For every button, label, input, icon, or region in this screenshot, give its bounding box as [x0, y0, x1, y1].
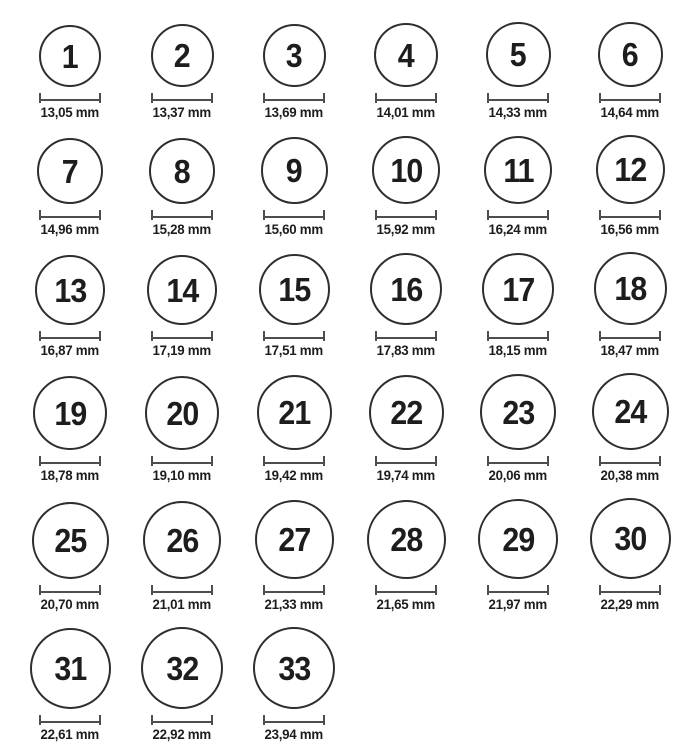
measure-bar: [601, 99, 659, 101]
diameter-label: 14,96 mm: [40, 221, 100, 237]
diameter-label: 22,61 mm: [40, 726, 100, 742]
diameter-measure-line: [487, 331, 549, 341]
diameter-measure-line: [599, 585, 661, 595]
diameter-label: 18,15 mm: [488, 342, 548, 358]
ring-size-number: 19: [54, 394, 86, 432]
measure-bar: [377, 337, 435, 339]
measure-bar: [153, 337, 211, 339]
diameter-measure-line: [263, 331, 325, 341]
ring-size-number: 4: [398, 36, 414, 74]
measure-bar: [41, 591, 99, 593]
diameter-label: 13,69 mm: [264, 104, 324, 120]
ring-size-item: [259, 254, 330, 358]
measure-bar: [41, 216, 99, 218]
diameter-measure-line: [39, 210, 101, 220]
diameter-label: 17,83 mm: [376, 342, 436, 358]
measure-bar: [489, 591, 547, 593]
ring-size-number: 1: [62, 37, 78, 75]
diameter-label: 22,92 mm: [152, 726, 212, 742]
diameter-measure-line: [375, 456, 437, 466]
ring-circle: [145, 376, 219, 450]
diameter-label: 20,70 mm: [40, 596, 100, 612]
diameter-measure-line: [375, 210, 437, 220]
diameter-label: 19,42 mm: [264, 467, 324, 483]
ring-circle: [370, 253, 442, 325]
diameter-label: 18,78 mm: [40, 467, 100, 483]
measure-bar: [265, 721, 323, 723]
ring-circle: [478, 499, 558, 579]
ring-size-item: [255, 500, 334, 612]
ring-size-item: [369, 375, 444, 483]
diameter-label: 17,19 mm: [152, 342, 212, 358]
ring-size-item: [367, 500, 446, 612]
diameter-label: 20,06 mm: [488, 467, 548, 483]
ring-size-number: 22: [390, 394, 422, 431]
ring-size-item: [372, 136, 440, 237]
diameter-measure-line: [599, 210, 661, 220]
measure-bar: [601, 462, 659, 464]
ring-circle: [253, 627, 335, 709]
ring-size-number: 14: [166, 271, 198, 309]
ring-size-item: [374, 23, 438, 120]
ring-circle: [33, 376, 107, 450]
ring-size-number: 15: [278, 271, 310, 308]
ring-circle: [367, 500, 446, 579]
ring-circle: [598, 22, 663, 87]
ring-size-item: [261, 137, 328, 237]
diameter-label: 16,87 mm: [40, 342, 100, 358]
diameter-measure-line: [599, 456, 661, 466]
ring-size-item: [480, 374, 556, 483]
ring-circle: [143, 501, 221, 579]
diameter-measure-line: [487, 210, 549, 220]
ring-size-item: [596, 135, 665, 237]
ring-circle: [592, 373, 669, 450]
ring-size-item: [592, 373, 669, 483]
measure-bar: [41, 99, 99, 101]
diameter-label: 18,47 mm: [600, 342, 660, 358]
ring-size-item: [370, 253, 442, 358]
ring-size-item: [151, 24, 214, 120]
ring-circle: [374, 23, 438, 87]
ring-size-number: 23: [502, 393, 534, 431]
ring-circle: [141, 627, 223, 709]
measure-bar: [153, 721, 211, 723]
diameter-measure-line: [599, 331, 661, 341]
ring-size-item: [598, 22, 663, 120]
ring-size-item: [145, 376, 219, 483]
ring-size-item: [143, 501, 221, 612]
ring-circle: [32, 502, 109, 579]
ring-size-item: [263, 24, 326, 120]
diameter-label: 13,05 mm: [40, 104, 100, 120]
diameter-label: 21,33 mm: [264, 596, 324, 612]
ring-size-item: [35, 255, 105, 358]
ring-size-number: 20: [166, 394, 198, 432]
measure-bar: [601, 216, 659, 218]
ring-circle: [151, 24, 214, 87]
ring-size-number: 11: [502, 151, 534, 189]
diameter-measure-line: [375, 331, 437, 341]
diameter-label: 23,94 mm: [264, 726, 324, 742]
diameter-measure-line: [487, 585, 549, 595]
ring-size-number: 6: [622, 36, 638, 73]
diameter-label: 15,28 mm: [152, 221, 212, 237]
ring-circle: [257, 375, 332, 450]
diameter-measure-line: [151, 585, 213, 595]
diameter-label: 21,65 mm: [376, 596, 436, 612]
ring-size-number: 9: [286, 152, 302, 189]
ring-circle: [369, 375, 444, 450]
measure-bar: [377, 591, 435, 593]
diameter-label: 14,33 mm: [488, 104, 548, 120]
diameter-measure-line: [263, 93, 325, 103]
ring-circle: [30, 628, 111, 709]
ring-size-number: 13: [54, 271, 86, 309]
ring-size-number: 24: [614, 393, 646, 430]
measure-bar: [377, 99, 435, 101]
diameter-label: 15,60 mm: [264, 221, 324, 237]
diameter-label: 14,01 mm: [376, 104, 436, 120]
diameter-measure-line: [263, 210, 325, 220]
ring-size-item: [32, 502, 109, 612]
ring-size-number: 32: [166, 649, 198, 687]
ring-circle: [259, 254, 330, 325]
ring-circle: [482, 253, 554, 325]
ring-circle: [39, 25, 101, 87]
measure-bar: [265, 591, 323, 593]
ring-circle: [261, 137, 328, 204]
ring-circle: [484, 136, 552, 204]
ring-size-number: 29: [502, 520, 534, 558]
diameter-measure-line: [375, 585, 437, 595]
ring-circle: [263, 24, 326, 87]
ring-size-number: 30: [614, 520, 646, 557]
ring-size-number: 8: [174, 152, 190, 190]
measure-bar: [377, 216, 435, 218]
measure-bar: [489, 216, 547, 218]
diameter-label: 16,56 mm: [600, 221, 660, 237]
diameter-measure-line: [263, 715, 325, 725]
ring-circle: [596, 135, 665, 204]
ring-circle: [147, 255, 217, 325]
diameter-label: 17,51 mm: [264, 342, 324, 358]
measure-bar: [489, 462, 547, 464]
diameter-measure-line: [263, 585, 325, 595]
diameter-measure-line: [263, 456, 325, 466]
measure-bar: [153, 591, 211, 593]
ring-circle: [37, 138, 103, 204]
diameter-measure-line: [599, 93, 661, 103]
ring-size-item: [149, 138, 215, 237]
ring-size-number: 5: [510, 36, 526, 73]
ring-size-number: 7: [62, 152, 78, 190]
diameter-measure-line: [151, 331, 213, 341]
diameter-label: 16,24 mm: [488, 221, 548, 237]
ring-size-number: 18: [614, 270, 646, 307]
ring-size-item: [30, 628, 111, 742]
diameter-label: 21,01 mm: [152, 596, 212, 612]
ring-size-item: [594, 252, 667, 358]
measure-bar: [153, 216, 211, 218]
measure-bar: [489, 99, 547, 101]
ring-size-item: [482, 253, 554, 358]
measure-bar: [265, 337, 323, 339]
ring-size-number: 25: [54, 522, 86, 559]
diameter-label: 13,37 mm: [152, 104, 212, 120]
ring-circle: [35, 255, 105, 325]
measure-bar: [601, 337, 659, 339]
diameter-measure-line: [151, 715, 213, 725]
diameter-measure-line: [39, 331, 101, 341]
ring-size-number: 2: [174, 37, 190, 74]
measure-bar: [41, 337, 99, 339]
diameter-label: 20,38 mm: [600, 467, 660, 483]
ring-size-item: [39, 25, 101, 120]
ring-circle: [480, 374, 556, 450]
ring-size-item: [253, 627, 335, 742]
ring-size-item: [33, 376, 107, 483]
diameter-measure-line: [39, 93, 101, 103]
measure-bar: [153, 99, 211, 101]
diameter-label: 15,92 mm: [376, 221, 436, 237]
measure-bar: [489, 337, 547, 339]
diameter-label: 22,29 mm: [600, 596, 660, 612]
ring-size-item: [257, 375, 332, 483]
measure-bar: [265, 99, 323, 101]
diameter-measure-line: [151, 93, 213, 103]
ring-circle: [372, 136, 440, 204]
diameter-label: 19,74 mm: [376, 467, 436, 483]
ring-size-number: 3: [286, 37, 302, 74]
ring-size-item: [147, 255, 217, 358]
diameter-measure-line: [487, 456, 549, 466]
diameter-label: 14,64 mm: [600, 104, 660, 120]
diameter-measure-line: [487, 93, 549, 103]
diameter-measure-line: [151, 456, 213, 466]
ring-circle: [149, 138, 215, 204]
diameter-measure-line: [39, 585, 101, 595]
diameter-label: 21,97 mm: [488, 596, 548, 612]
ring-size-number: 16: [390, 270, 422, 308]
ring-size-number: 28: [390, 521, 422, 558]
measure-bar: [265, 462, 323, 464]
ring-size-number: 21: [278, 394, 310, 431]
ring-circle: [255, 500, 334, 579]
ring-size-item: [486, 22, 551, 120]
ring-circle: [594, 252, 667, 325]
measure-bar: [41, 462, 99, 464]
ring-circle: [486, 22, 551, 87]
measure-bar: [601, 591, 659, 593]
ring-size-item: [141, 627, 223, 742]
ring-size-number: 27: [278, 521, 310, 558]
measure-bar: [41, 721, 99, 723]
ring-size-number: 10: [390, 151, 422, 189]
diameter-measure-line: [375, 93, 437, 103]
diameter-measure-line: [151, 210, 213, 220]
ring-size-number: 12: [614, 151, 646, 188]
measure-bar: [265, 216, 323, 218]
diameter-measure-line: [39, 456, 101, 466]
ring-size-number: 33: [278, 649, 310, 687]
ring-size-item: [484, 136, 552, 237]
diameter-label: 19,10 mm: [152, 467, 212, 483]
ring-size-item: [37, 138, 103, 237]
measure-bar: [377, 462, 435, 464]
measure-bar: [153, 462, 211, 464]
ring-size-item: [590, 498, 671, 612]
ring-size-number: 17: [502, 270, 534, 308]
ring-size-number: 31: [54, 650, 86, 687]
diameter-measure-line: [39, 715, 101, 725]
ring-size-item: [478, 499, 558, 612]
ring-circle: [590, 498, 671, 579]
ring-size-number: 26: [166, 521, 198, 559]
